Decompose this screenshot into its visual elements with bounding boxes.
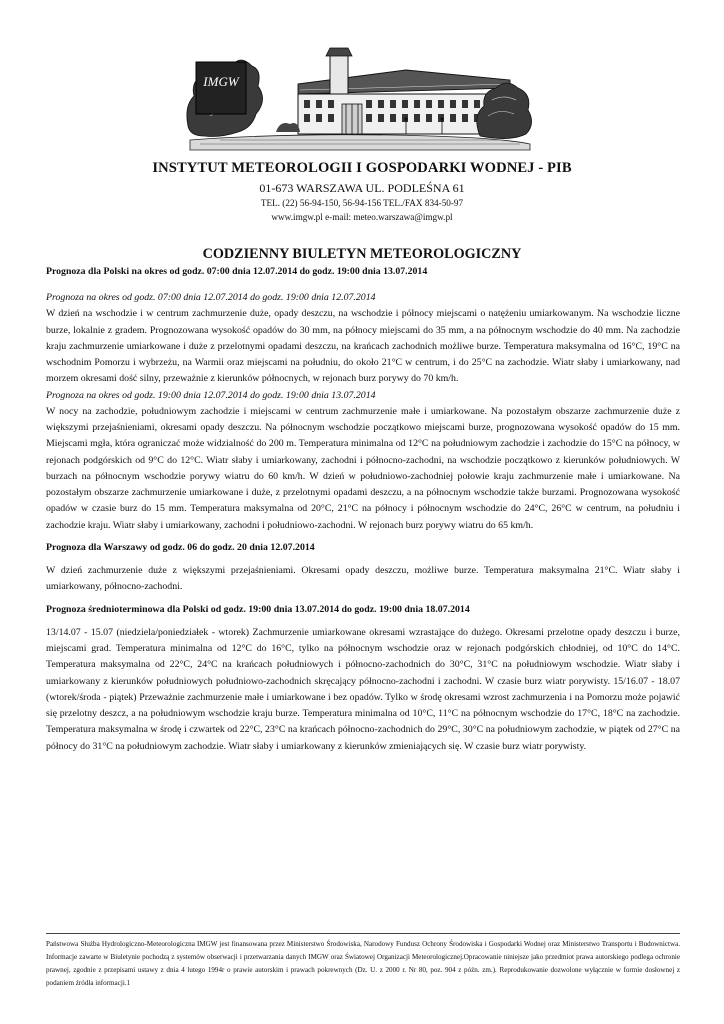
institute-name: INSTYTUT METEOROLOGII I GOSPODARKI WODNEJ - PIB — [152, 160, 572, 176]
footer-divider — [46, 933, 680, 934]
forecast-text-1: W dzień na wschodzie i w centrum zachmurzenie duże, opady deszczu, na wschodzie i północy miejscami o natężeniu umiarkowanym. Na wschodzie liczne burze, lokalnie z gradem. Prognozowana wysokość opadów do 30 mm, na północy miejscami do 35 mm, a na północnym wschodzie do 40 mm. Na zachodzie kraju zachmurzenie umiarkowane i duże z przelotnymi opadami deszczu, na krańcach zachodnich możliwe burze. Temperatura maksymalna od 16°C, 19°C na wschodnim Pomorzu i wybrzeżu, na Warmii oraz miejscami na południu, do około 21°C w centrum, i do 25°C na zachodzie. Wiatr słaby i umiarkowany, nad morzem okresami dość silny, przeważnie z kierunków północnych, w rejonach burz porywy do 70 km/h. — [46, 308, 680, 385]
bulletin-subtitle: Prognoza dla Polski na okres od godz. 07:00 dnia 12.07.2014 do godz. 19:00 dnia 13.07.2014 — [46, 266, 428, 277]
imgw-building-logo — [180, 40, 540, 152]
forecast-period-1: Prognoza na okres od godz. 07:00 dnia 12.07.2014 do godz. 19:00 dnia 12.07.2014 — [46, 292, 376, 303]
institute-phone: TEL. (22) 56-94-150, 56-94-156 TEL./FAX 834-50-97 — [260, 198, 464, 208]
logo-lettering: IMGW — [203, 74, 239, 89]
institute-web-email: www.imgw.pl e-mail: meteo.warszawa@imgw.pl — [271, 212, 453, 222]
bulletin-title: CODZIENNY BIULETYN METEOROLOGICZNY — [202, 246, 522, 262]
medium-forecast-heading: Prognoza średnioterminowa dla Polski od godz. 19:00 dnia 13.07.2014 do godz. 19:00 dnia 18.07.2014 — [46, 603, 470, 615]
building-illustration — [180, 40, 540, 152]
footer-note: Państwowa Służba Hydrologiczno-Meteorologiczna IMGW jest finansowana przez Ministerstwo Środowiska, Narodowy Fundusz Ochrony Środowiska i Gospodarki Wodnej oraz Ministerstwo Transportu i Budownictwa. Informacje zawarte w Biuletynie pochodzą z systemów obserwacji i przetwarzania danych IMGW oraz Światowej Organizacji Meteorologicznej.Opracowanie niniejsze jako przedmiot prawa autorskiego podlega ochronie prawnej, zgodnie z przepisami ustawy z dnia 4 lutego 1994r o prawie autorskim i prawach pokrewnych (Dz. U. z 2000 r. Nr 80, poz. 904 z późn. zm.). Reprodukowanie dozwolone wyłącznie w formie dosłownej z podaniem źródła informacji.1 — [46, 940, 680, 987]
forecast-period-2: Prognoza na okres od godz. 19:00 dnia 12.07.2014 do godz. 19:00 dnia 13.07.2014 — [46, 389, 376, 401]
warsaw-forecast-text: W dzień zachmurzenie duże z większymi przejaśnieniami. Okresami opady deszczu, możliwe burze. Temperatura maksymalna 21°C. Wiatr słaby i umiarkowany, północno-zachodni. — [46, 565, 680, 593]
institute-address: 01-673 WARSZAWA UL. PODLEŚNA 61 — [259, 181, 465, 195]
forecast-text-2: W nocy na zachodzie, południowym zachodzie i miejscami w centrum zachmurzenie małe i umiarkowane. Na pozostałym obszarze zachmurzenie duże z większymi przejaśnieniami, okresami opady deszczu. Na północnym wschodzie początkowo miejscami burze, prognozowana wysokość opadów do 15 mm. Miejscami mgła, która ograniczać może widzialność do 200 m. Temperatura minimalna od 12°C na południowym zachodzie i zachodzie do 15°C na północy, w rejonach podgórskich od 9°C do 12°C. Wiatr słaby i umiarkowany, zachodni i północno-zachodni, na wschodzie początkowo z kierunków południowych. W burzach na północnym wschodzie porywy wiatru do 60 km/h. W dzień w południowo-zachodniej połowie kraju zachmurzenie małe i umiarkowane. Na pozostałym obszarze zachmurzenie umiarkowane i duże, z przelotnymi opadami deszczu, a na północnym wschodzie także burzami. Prognozowana wysokość opadów w czasie burz do 15 mm. Temperatura maksymalna od 20°C, 21°C na północy i północnym wschodzie do 24°C, 26°C w centrum, na południu i zachodzie kraju. Wiatr słaby i umiarkowany, zachodni i południowo-zachodni. W rejonach burz porywy wiatru do 65 km/h. — [46, 405, 680, 531]
medium-forecast-text: 13/14.07 - 15.07 (niedziela/poniedziałek - wtorek) Zachmurzenie umiarkowane okresami wzrastające do dużego. Okresami przelotne opady deszczu i burze, miejscami grad. Temperatura minimalna od 12°C do 16°C, tylko na północnym wschodzie oraz w rejonach podgórskich chłodniej, od 10°C do 14°C. Temperatura maksymalna od 22°C, 24°C na krańcach południowych i północno-zachodnich do 30°C, 31°C na południowym wschodzie. Wiatr słaby i umiarkowany z kierunków południowych południowo-zachodnich skręcający północno-zachodni i zachodni. W czasie burz wiatr porywisty. 15/16.07 - 18.07 (wtorek/środa - piątek) Przeważnie zachmurzenie małe i umiarkowane i bez opadów. Tylko w środę okresami wzrost zachmurzenia i na Pomorzu może pojawić się przelotny deszcz, a na południowym wschodzie kraju burze. Temperatura minimalna od 10°C, 11°C na północnym wschodzie do 17°C, 18°C na zachodzie. Temperatura maksymalna w środę i czwartek od 22°C, 23°C na krańcach północno-zachodnich do 29°C, 30°C na południowym zachodzie, w piątek od 27°C na północy do 31°C na południowym zachodzie. Wiatr słaby i umiarkowany z kierunków zmieniających się. W czasie burz wiatr porywisty. — [46, 626, 680, 752]
bulletin-content — [46, 290, 680, 755]
warsaw-forecast-heading: Prognoza dla Warszawy od godz. 06 do godz. 20 dnia 12.07.2014 — [46, 541, 315, 553]
